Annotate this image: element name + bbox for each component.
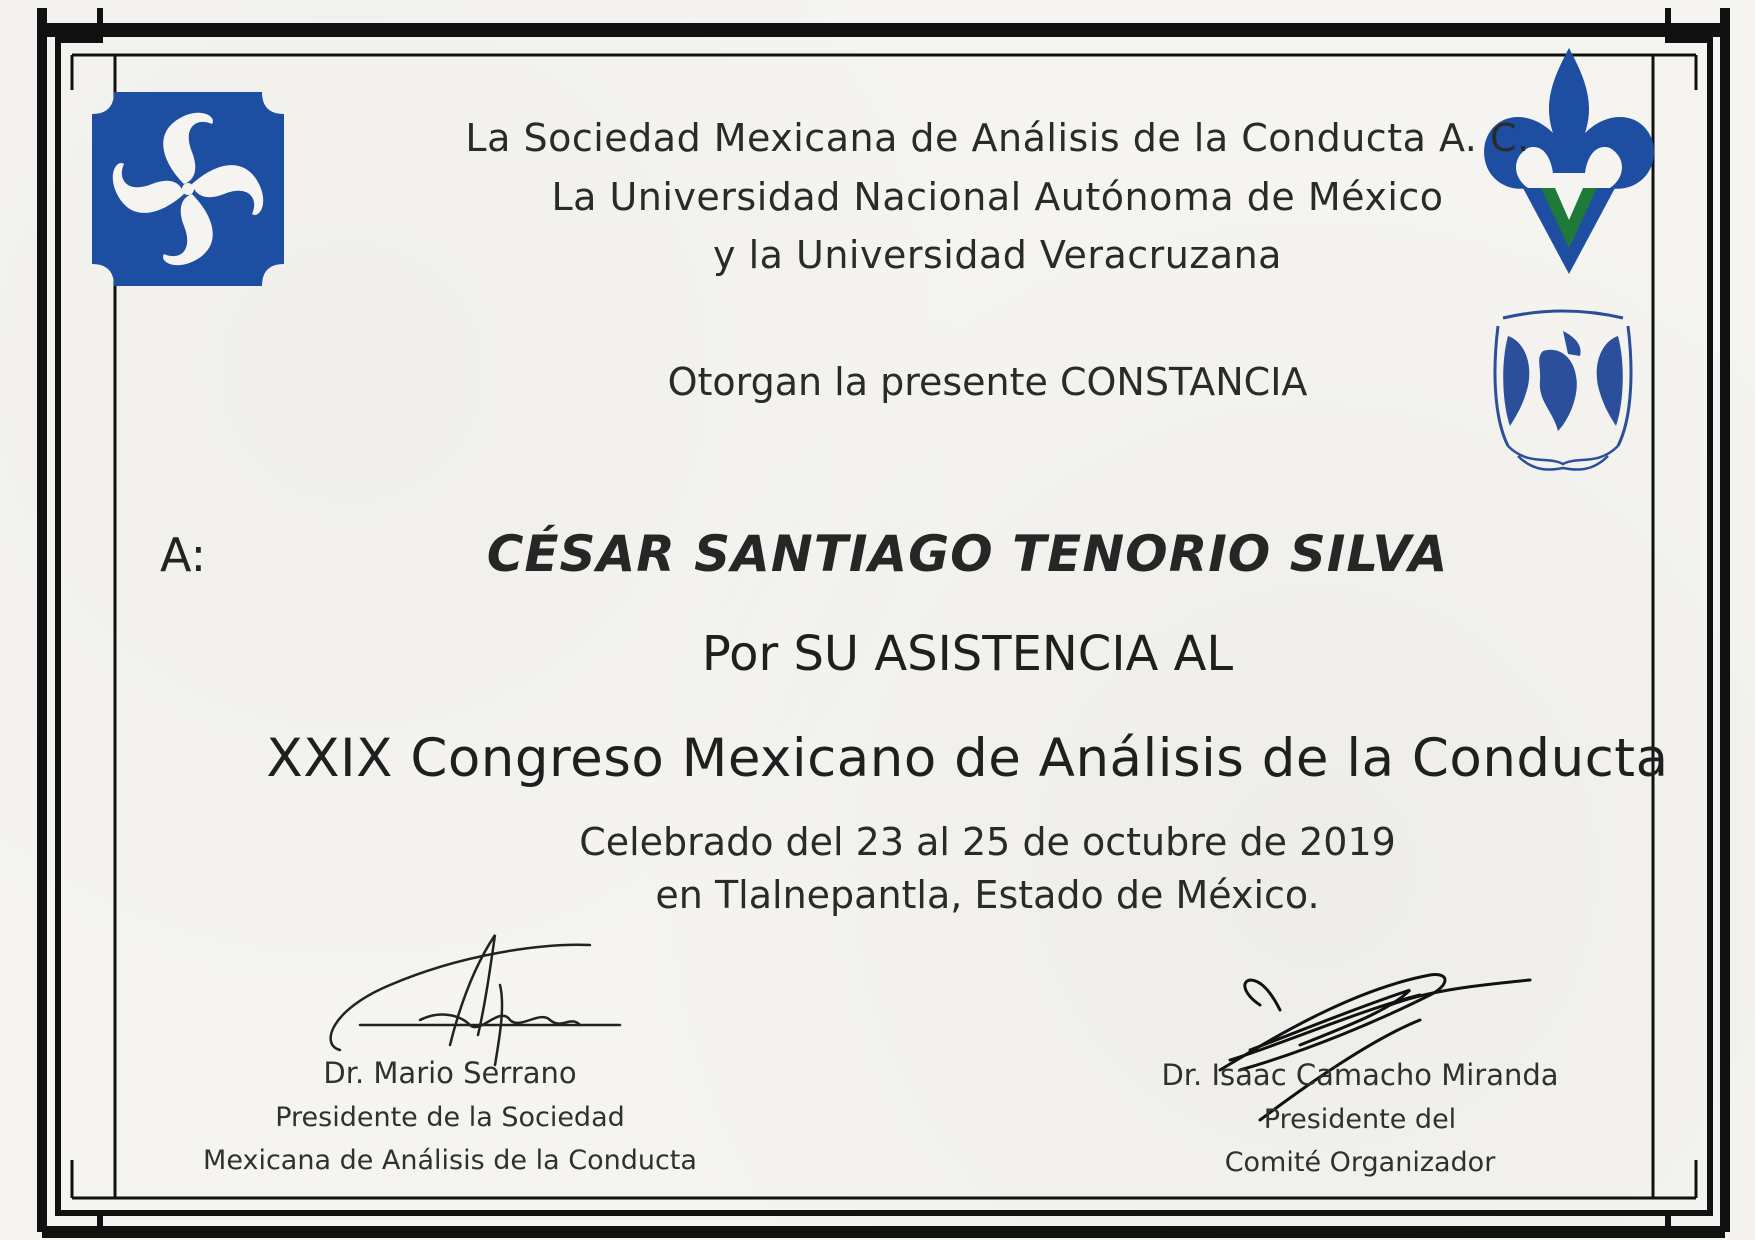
recipient-name: CÉSAR SANTIAGO TENORIO SILVA xyxy=(486,525,1449,583)
issuer-line-3: y la Universidad Veracruzana xyxy=(713,233,1282,277)
signatory-left-role-2: Mexicana de Análisis de la Conducta xyxy=(203,1145,697,1176)
award-line: Otorgan la presente CONSTANCIA xyxy=(667,360,1308,404)
recipient-label: A: xyxy=(160,528,207,582)
reason-line: Por SU ASISTENCIA AL xyxy=(701,626,1234,682)
signatory-right-role-1: Presidente del xyxy=(1263,1104,1457,1135)
signatory-right-role-2: Comité Organizador xyxy=(1224,1147,1496,1178)
signatory-left xyxy=(170,1056,730,1176)
event-dates: Celebrado del 23 al 25 de octubre de 2019 xyxy=(579,820,1396,864)
event-title: XXIX Congreso Mexicano de Análisis de la Conducta xyxy=(266,728,1669,789)
signatory-left-name: Dr. Mario Serrano xyxy=(323,1056,577,1090)
signatory-right xyxy=(1090,1058,1630,1178)
signature-left xyxy=(300,925,640,1075)
signatory-left-role-1: Presidente de la Sociedad xyxy=(275,1102,625,1133)
signatory-right-name: Dr. Isaac Camacho Miranda xyxy=(1161,1058,1559,1092)
event-place: en Tlalnepantla, Estado de México. xyxy=(655,873,1320,917)
issuer-line-1: La Sociedad Mexicana de Análisis de la Conducta A. C. xyxy=(465,116,1530,160)
issuer-line-2: La Universidad Nacional Autónoma de México xyxy=(551,175,1444,219)
